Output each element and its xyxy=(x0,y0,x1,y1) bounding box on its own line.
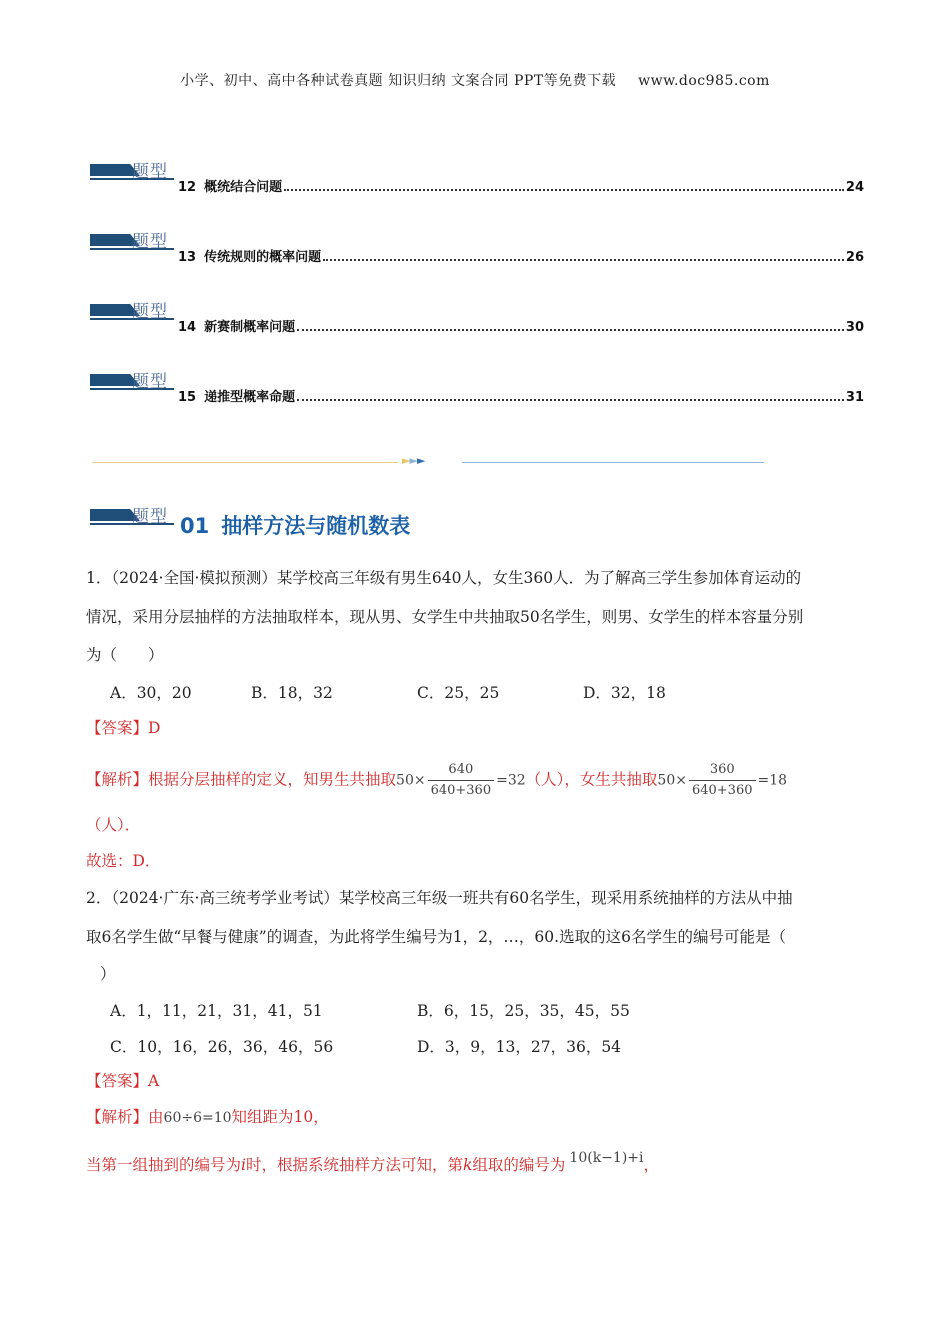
toc-title: 概统结合问题 xyxy=(204,180,283,195)
toc-num: 13 xyxy=(178,250,197,265)
toc-row-13[interactable] xyxy=(178,245,864,265)
badge-label: 题型 xyxy=(132,507,168,527)
formula-pre: 50× xyxy=(657,772,687,789)
q1-option-d: D．32，18 xyxy=(583,684,666,702)
toc-page: 31 xyxy=(845,390,864,405)
q1-analysis xyxy=(86,760,866,801)
section-title-text: 抽样方法与随机数表 xyxy=(221,514,411,538)
badge-label: 题型 xyxy=(132,162,168,182)
fraction: $\frac{360}{640+360}$ xyxy=(689,760,756,801)
toc-title: 递推型概率命题 xyxy=(204,390,296,405)
toc-row-14[interactable] xyxy=(178,315,864,335)
section-num: 01 xyxy=(180,514,210,538)
badge-label: 题型 xyxy=(132,232,168,252)
toc-page: 24 xyxy=(845,180,864,195)
q2-option-c: C．10，16，26，36，46，56 xyxy=(110,1038,334,1056)
answer-value: D xyxy=(148,719,161,737)
toc-row-15[interactable] xyxy=(178,385,864,405)
analysis-label: 【解析】 xyxy=(86,1108,149,1126)
toc-page: 30 xyxy=(845,320,864,335)
q1-answer xyxy=(86,718,866,738)
var-i: i xyxy=(241,1156,246,1174)
analysis-text: 组取的编号为 xyxy=(472,1156,566,1174)
q2-answer xyxy=(86,1071,866,1091)
q1-line2: 情况，采用分层抽样的方法抽取样本，现从男、女学生中共抽取50名学生，则男、女学生的样本容量分别 xyxy=(86,608,804,626)
type-badge xyxy=(90,230,176,256)
q1-option-c: C．25，25 xyxy=(417,684,500,702)
header-url[interactable]: www.doc985.com xyxy=(638,73,770,89)
q1-line1: 1．（2024·全国·模拟预测）某学校高三年级有男生640人，女生360人．为了解高三学生参加体育运动的 xyxy=(86,569,802,587)
formula-post: =18 xyxy=(757,772,788,789)
q2-analysis xyxy=(86,1107,866,1128)
toc-page: 26 xyxy=(845,250,864,265)
toc-title: 传统规则的概率问题 xyxy=(204,250,322,265)
formula-post: =32 xyxy=(496,772,526,789)
type-badge xyxy=(90,300,176,326)
q2-option-b: B．6，15，25，35，45，55 xyxy=(417,1002,630,1020)
formula: 60÷6=10 xyxy=(163,1110,232,1126)
answer-value: A xyxy=(148,1072,160,1090)
analysis-label: 【解析】 xyxy=(86,770,149,789)
toc-num: 14 xyxy=(178,320,197,335)
page-header xyxy=(0,70,950,90)
q2-line2: 取6名学生做“早餐与健康”的调查，为此将学生编号为1，2，…，60.选取的这6名学生的编号可能是（ xyxy=(86,928,786,946)
analysis-text: 当第一组抽到的编号为 xyxy=(86,1156,242,1174)
q2-line1: 2．（2024·广东·高三统考学业考试）某学校高三年级一班共有60名学生，现采用系统抽样的方法从中抽 xyxy=(86,889,793,907)
q1-option-a: A．30，20 xyxy=(110,684,192,702)
header-text: 小学、初中、高中各种试卷真题 知识归纳 文案合同 PPT等免费下载 xyxy=(180,73,617,89)
analysis-text: 由 xyxy=(148,1108,164,1126)
formula: 10(k−1)+i xyxy=(569,1150,644,1166)
answer-label: 【答案】 xyxy=(86,1072,149,1090)
q2-option-d: D．3，9，13，27，36，54 xyxy=(417,1038,622,1056)
divider-right xyxy=(462,462,764,463)
toc-num: 12 xyxy=(178,180,197,195)
q2-analysis-line2 xyxy=(86,1150,866,1176)
analysis-text: 根据分层抽样的定义，知男生共抽取 xyxy=(148,770,397,789)
q2-line3: ） xyxy=(100,965,116,983)
q1-option-b: B．18，32 xyxy=(251,684,333,702)
q1-conclusion: 故选：D． xyxy=(86,852,161,870)
analysis-text: 时，根据系统抽样方法可知，第 xyxy=(245,1156,463,1174)
var-k: k xyxy=(463,1156,473,1174)
divider-arrows-icon: ►►► xyxy=(402,454,425,467)
toc-row-12[interactable] xyxy=(178,175,864,195)
toc-num: 15 xyxy=(178,390,197,405)
divider-left xyxy=(92,462,398,463)
analysis-text: （人），女生共抽取 xyxy=(525,770,658,789)
badge-label: 题型 xyxy=(132,302,168,322)
q2-option-a: A．1，11，21，31，41，51 xyxy=(110,1002,323,1020)
formula-pre: 50× xyxy=(396,772,426,789)
analysis-text: 知组距为10， xyxy=(231,1108,329,1126)
type-badge xyxy=(90,370,176,396)
fraction: $\frac{640}{640+360}$ xyxy=(428,760,495,801)
q1-line3: 为（ ） xyxy=(86,646,164,664)
badge-label: 题型 xyxy=(132,372,168,392)
type-badge xyxy=(90,505,176,531)
section-title xyxy=(180,510,410,540)
analysis-end: ， xyxy=(643,1156,660,1174)
toc-title: 新赛制概率问题 xyxy=(204,320,296,335)
q1-analysis-end: （人）． xyxy=(86,816,141,834)
type-badge xyxy=(90,160,176,186)
answer-label: 【答案】 xyxy=(86,719,149,737)
